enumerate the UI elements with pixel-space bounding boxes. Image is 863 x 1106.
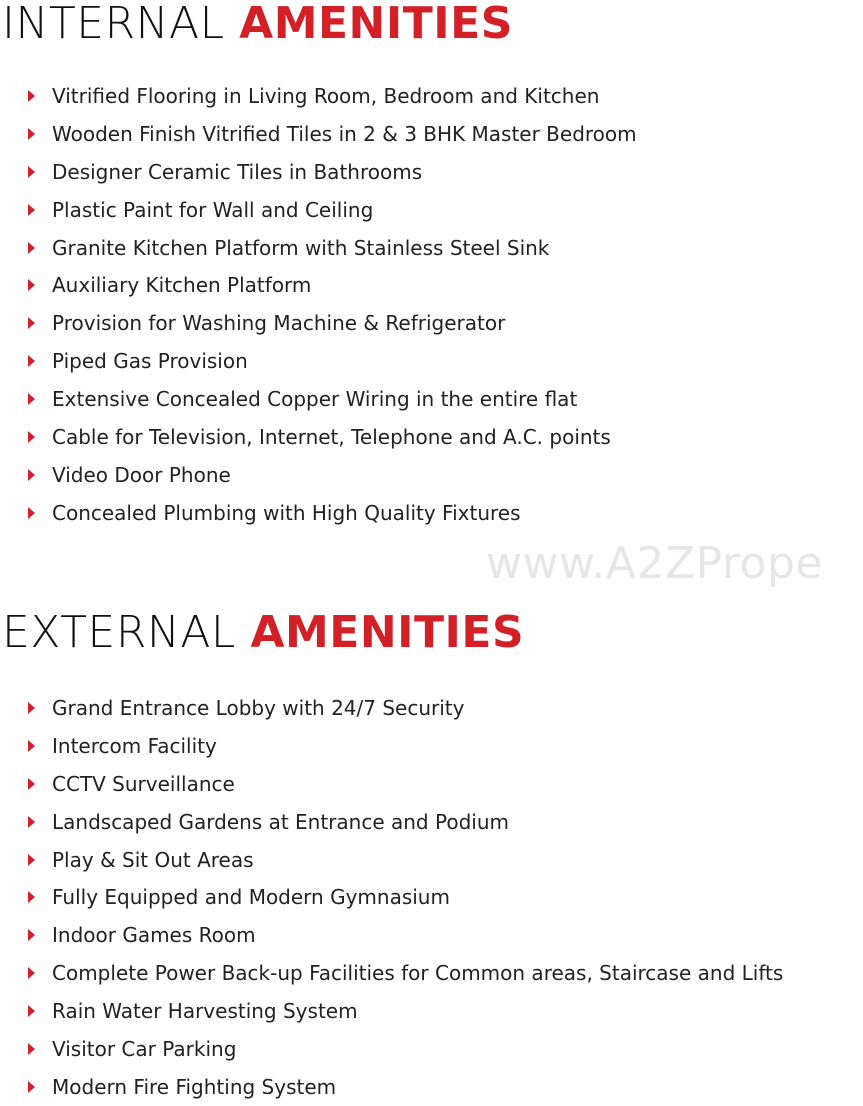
caret-right-icon <box>28 166 35 178</box>
amenities-title-word: AMENITIES <box>250 607 525 658</box>
list-item-label: CCTV Surveillance <box>52 771 235 796</box>
caret-right-icon <box>28 929 35 941</box>
caret-right-icon <box>28 469 35 481</box>
list-item <box>0 916 863 954</box>
list-item <box>0 266 863 304</box>
watermark-text: www.A2ZPrope <box>486 538 823 589</box>
list-item-label: Rain Water Harvesting System <box>52 999 358 1024</box>
caret-right-icon <box>28 702 35 714</box>
internal-amenities-title <box>2 0 513 50</box>
list-item-label: Video Door Phone <box>52 462 231 487</box>
caret-right-icon <box>28 1005 35 1017</box>
list-item <box>0 1068 863 1106</box>
list-item-label: Concealed Plumbing with High Quality Fixtures <box>52 500 521 525</box>
caret-right-icon <box>28 1043 35 1055</box>
list-item-label: Visitor Car Parking <box>52 1036 237 1061</box>
internal-amenities-list <box>0 77 863 532</box>
list-item <box>0 304 863 342</box>
list-item <box>0 229 863 267</box>
caret-right-icon <box>28 891 35 903</box>
list-item <box>0 494 863 532</box>
list-item <box>0 727 863 765</box>
external-title-word: EXTERNAL <box>2 607 251 658</box>
list-item-label: Indoor Games Room <box>52 923 256 948</box>
list-item-label: Extensive Concealed Copper Wiring in the entire flat <box>52 387 578 412</box>
list-item-label: Play & Sit Out Areas <box>52 847 254 872</box>
list-item <box>0 191 863 229</box>
list-item-label: Plastic Paint for Wall and Ceiling <box>52 197 374 222</box>
list-item <box>0 418 863 456</box>
list-item-label: Grand Entrance Lobby with 24/7 Security <box>52 695 465 720</box>
caret-right-icon <box>28 90 35 102</box>
caret-right-icon <box>28 854 35 866</box>
list-item-label: Piped Gas Provision <box>52 349 248 374</box>
internal-title-word: INTERNAL <box>2 0 240 49</box>
list-item <box>0 115 863 153</box>
caret-right-icon <box>28 1081 35 1093</box>
list-item <box>0 456 863 494</box>
list-item <box>0 992 863 1030</box>
list-item <box>0 380 863 418</box>
caret-right-icon <box>28 317 35 329</box>
list-item-label: Modern Fire Fighting System <box>52 1074 337 1099</box>
caret-right-icon <box>28 778 35 790</box>
list-item-label: Fully Equipped and Modern Gymnasium <box>52 885 450 910</box>
caret-right-icon <box>28 242 35 254</box>
list-item <box>0 803 863 841</box>
list-item <box>0 954 863 992</box>
list-item <box>0 689 863 727</box>
caret-right-icon <box>28 279 35 291</box>
list-item <box>0 878 863 916</box>
list-item <box>0 153 863 191</box>
caret-right-icon <box>28 355 35 367</box>
list-item-label: Landscaped Gardens at Entrance and Podium <box>52 809 509 834</box>
caret-right-icon <box>28 431 35 443</box>
list-item-label: Designer Ceramic Tiles in Bathrooms <box>52 159 423 184</box>
list-item-label: Wooden Finish Vitrified Tiles in 2 & 3 BHK Master Bedroom <box>52 121 637 146</box>
list-item <box>0 1030 863 1068</box>
list-item-label: Granite Kitchen Platform with Stainless Steel Sink <box>52 235 550 260</box>
list-item-label: Complete Power Back-up Facilities for Common areas, Staircase and Lifts <box>52 961 784 986</box>
list-item-label: Auxiliary Kitchen Platform <box>52 273 312 298</box>
list-item-label: Intercom Facility <box>52 733 217 758</box>
caret-right-icon <box>28 967 35 979</box>
list-item-label: Provision for Washing Machine & Refrigerator <box>52 311 506 336</box>
caret-right-icon <box>28 507 35 519</box>
caret-right-icon <box>28 393 35 405</box>
list-item <box>0 342 863 380</box>
caret-right-icon <box>28 204 35 216</box>
list-item-label: Cable for Television, Internet, Telephone and A.C. points <box>52 424 611 449</box>
external-amenities-list <box>0 689 863 1106</box>
caret-right-icon <box>28 740 35 752</box>
external-amenities-title <box>2 607 524 659</box>
caret-right-icon <box>28 128 35 140</box>
list-item <box>0 841 863 879</box>
caret-right-icon <box>28 816 35 828</box>
list-item-label: Vitrified Flooring in Living Room, Bedroom and Kitchen <box>52 83 600 108</box>
amenities-title-word: AMENITIES <box>239 0 513 49</box>
list-item <box>0 77 863 115</box>
list-item <box>0 765 863 803</box>
